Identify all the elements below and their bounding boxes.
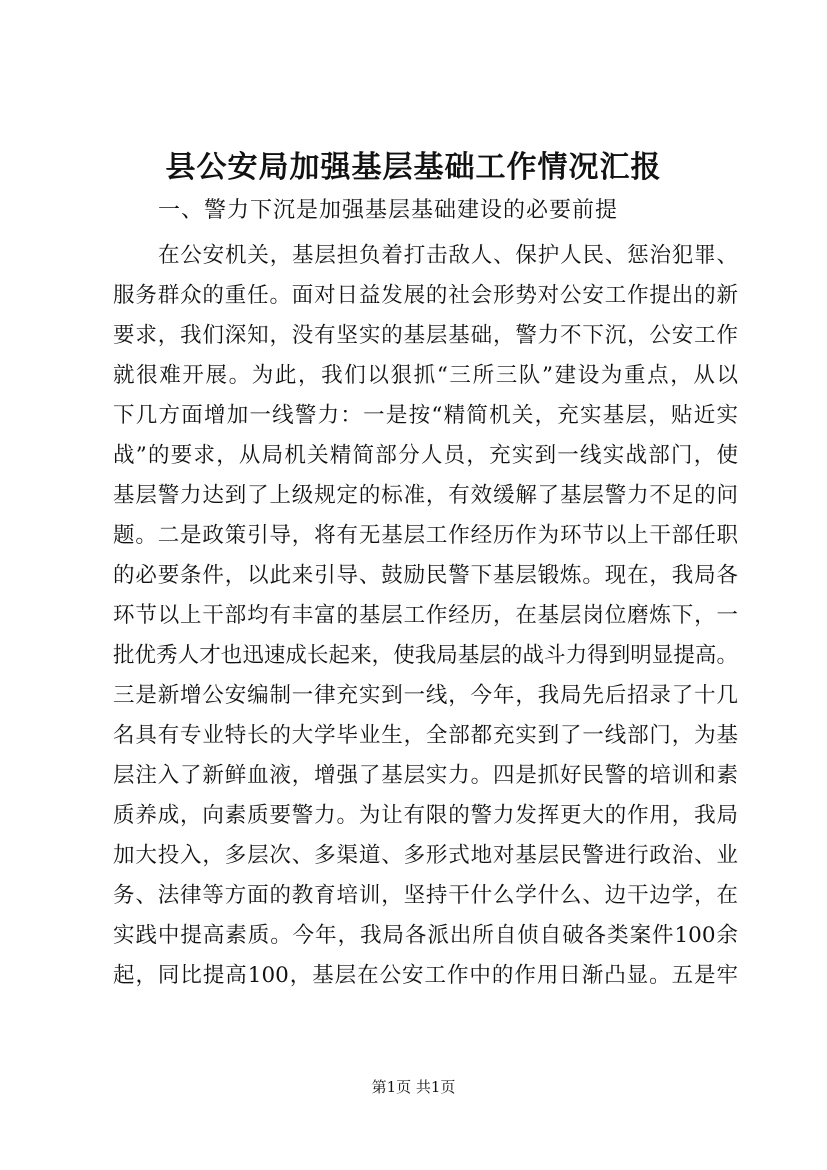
paragraph-line: 加大投入，多层次、多渠道、多形式地对基层民警进行政治、业 [113, 843, 738, 868]
paragraph-line: 在公安机关，基层担负着打击敌人、保护人民、惩治犯罪、 [158, 243, 738, 268]
paragraph-line: 起，同比提高100，基层在公安工作中的作用日渐凸显。五是牢 [113, 963, 738, 988]
section-heading: 一、警力下沉是加强基层基础建设的必要前提 [158, 198, 619, 223]
page-footer: 第1页 共1页 [371, 1078, 456, 1096]
paragraph-line: 名具有专业特长的大学毕业生，全部都充实到了一线部门，为基 [113, 723, 738, 748]
paragraph-line: 基层警力达到了上级规定的标准，有效缓解了基层警力不足的问 [113, 483, 738, 508]
paragraph-line: 的必要条件，以此来引导、鼓励民警下基层锻炼。现在，我局各 [113, 563, 738, 588]
paragraph-line: 战”的要求，从局机关精简部分人员，充实到一线实战部门，使 [113, 443, 738, 468]
document-title: 县公安局加强基层基础工作情况汇报 [165, 150, 662, 185]
paragraph-line: 质养成，向素质要警力。为让有限的警力发挥更大的作用，我局 [113, 803, 738, 828]
paragraph-line: 题。二是政策引导，将有无基层工作经历作为环节以上干部任职 [113, 523, 738, 548]
paragraph-line: 批优秀人才也迅速成长起来，使我局基层的战斗力得到明显提高。 [113, 643, 738, 668]
paragraph-line: 务、法律等方面的教育培训，坚持干什么学什么、边干边学，在 [113, 883, 738, 908]
paragraph-line: 服务群众的重任。面对日益发展的社会形势对公安工作提出的新 [113, 283, 738, 308]
paragraph-line: 要求，我们深知，没有坚实的基层基础，警力不下沉，公安工作 [113, 323, 738, 348]
paragraph-line: 层注入了新鲜血液，增强了基层实力。四是抓好民警的培训和素 [113, 763, 738, 788]
paragraph-line: 就很难开展。为此，我们以狠抓“三所三队”建设为重点，从以 [113, 363, 738, 388]
paragraph-line: 环节以上干部均有丰富的基层工作经历，在基层岗位磨炼下，一 [113, 603, 738, 628]
paragraph-line: 实践中提高素质。今年，我局各派出所自侦自破各类案件100余 [113, 923, 738, 948]
paragraph-line: 下几方面增加一线警力：一是按“精简机关，充实基层，贴近实 [113, 403, 738, 428]
paragraph-line: 三是新增公安编制一律充实到一线，今年，我局先后招录了十几 [113, 683, 738, 708]
